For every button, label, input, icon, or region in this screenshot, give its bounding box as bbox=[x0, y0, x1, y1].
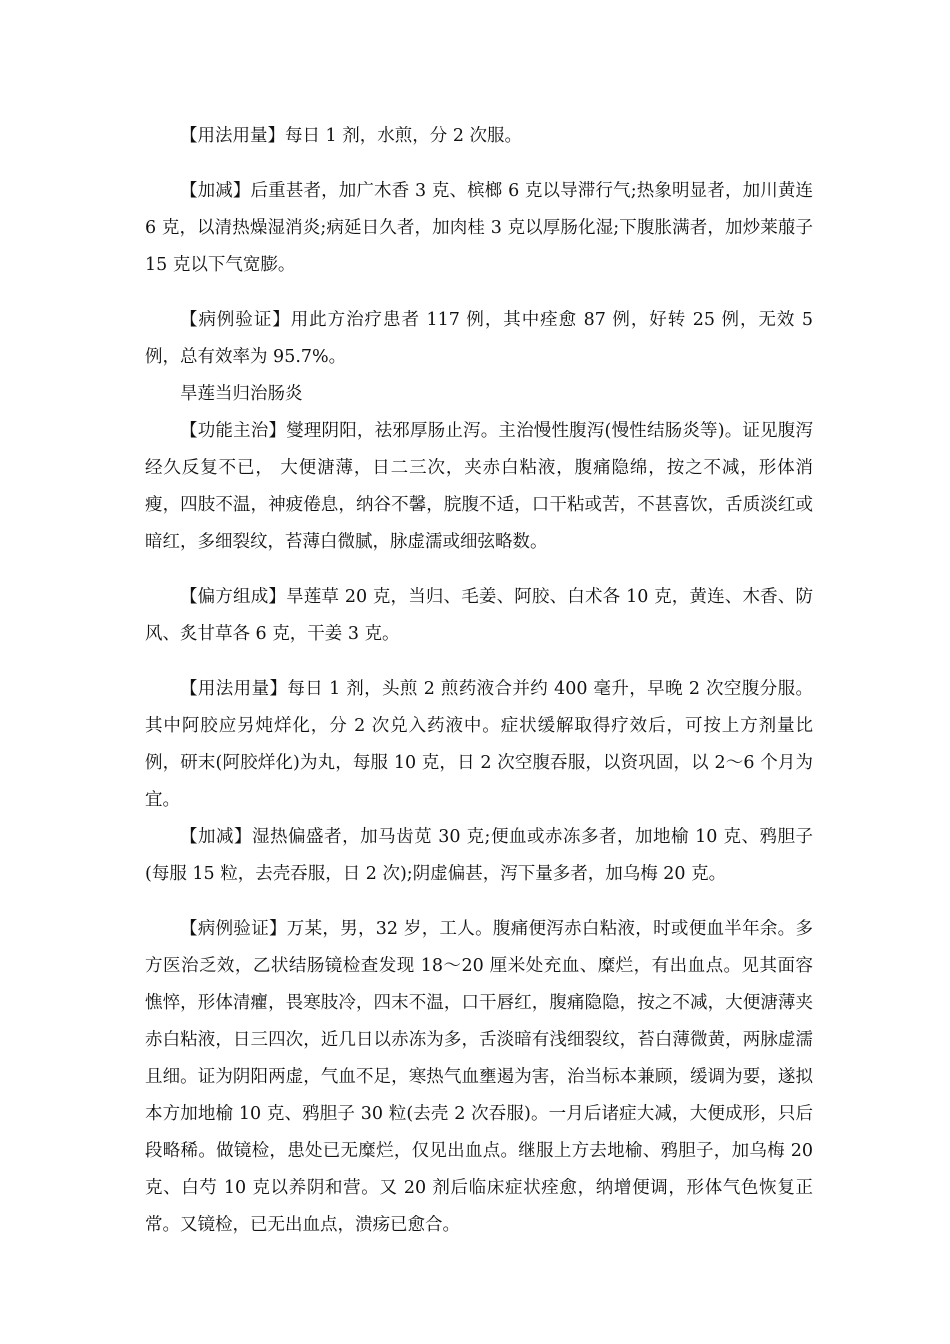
case-verification-paragraph-2: 【病例验证】万某，男，32 岁，工人。腹痛便泻赤白粘液，时或便血半年余。多方医治乏效，乙状结肠镜检查发现 18～20 厘米处充血、糜烂，有出血点。见其面容憔悴，形体清癯，畏寒肢冷，四末不温，口干唇红，腹痛隐隐，按之不减，大便溏薄夹赤白粘液，日三四次，近几日以赤冻为多，舌淡暗有浅细裂纹，苔白薄微黄，两脉虚濡且细。证为阴阳两虚，气血不足，寒热气血壅遏为害，治当标本兼顾，缓调为要，遂拟本方加地榆 10 克、鸦胆子 30 粒(去壳 2 次吞服)。一月后诸症大减，大便成形，只后段略稀。做镜检，患处已无糜烂，仅见出血点。继服上方去地榆、鸦胆子，加乌梅 20 克、白芍 10 克以养阴和营。又 20 剂后临床症状痊愈，纳增便调，形体气色恢复正常。又镜检，已无出血点，溃疡已愈合。 bbox=[145, 919, 813, 1235]
document-body bbox=[145, 118, 813, 1244]
case-verification-paragraph: 【病例验证】用此方治疗患者 117 例，其中痊愈 87 例，好转 25 例，无效 5 例，总有效率为 95.7%。 bbox=[145, 310, 813, 367]
modification-paragraph: 【加减】后重甚者，加广木香 3 克、槟榔 6 克以导滞行气;热象明显者，加川黄连 6 克，以清热燥湿消炎;病延日久者，加肉桂 3 克以厚肠化湿;下腹胀满者，加炒莱菔子 15 克以下气宽膨。 bbox=[145, 181, 813, 275]
usage-dosage-paragraph-2: 【用法用量】每日 1 剂，头煎 2 煎药液合并约 400 毫升，早晚 2 次空腹分服。其中阿胶应另炖烊化，分 2 次兑入药液中。症状缓解取得疗效后，可按上方剂量比例，研末(阿胶烊化)为丸，每服 10 克，日 2 次空腹吞服，以资巩固，以 2～6 个月为宜。 bbox=[145, 679, 813, 810]
function-indication-paragraph: 【功能主治】燮理阴阳，祛邪厚肠止泻。主治慢性腹泻(慢性结肠炎等)。证见腹泻经久反复不已， 大便溏薄，日二三次，夹赤白粘液，腹痛隐绵，按之不减，形体消瘦，四肢不温，神疲倦息，纳谷不馨，脘腹不适，口干粘或苦，不甚喜饮，舌质淡红或暗红，多细裂纹，苔薄白微腻，脉虚濡或细弦略数。 bbox=[145, 421, 813, 552]
usage-dosage-paragraph: 【用法用量】每日 1 剂，水煎，分 2 次服。 bbox=[180, 126, 523, 146]
prescription-composition-paragraph: 【偏方组成】旱莲草 20 克，当归、毛姜、阿胶、白术各 10 克，黄连、木香、防风、炙甘草各 6 克，干姜 3 克。 bbox=[145, 587, 813, 644]
section-heading: 旱莲当归治肠炎 bbox=[180, 384, 303, 404]
modification-paragraph-2: 【加减】湿热偏盛者，加马齿苋 30 克;便血或赤冻多者，加地榆 10 克、鸦胆子(每服 15 粒，去壳吞服，日 2 次);阴虚偏甚，泻下量多者，加乌梅 20 克。 bbox=[145, 827, 813, 884]
